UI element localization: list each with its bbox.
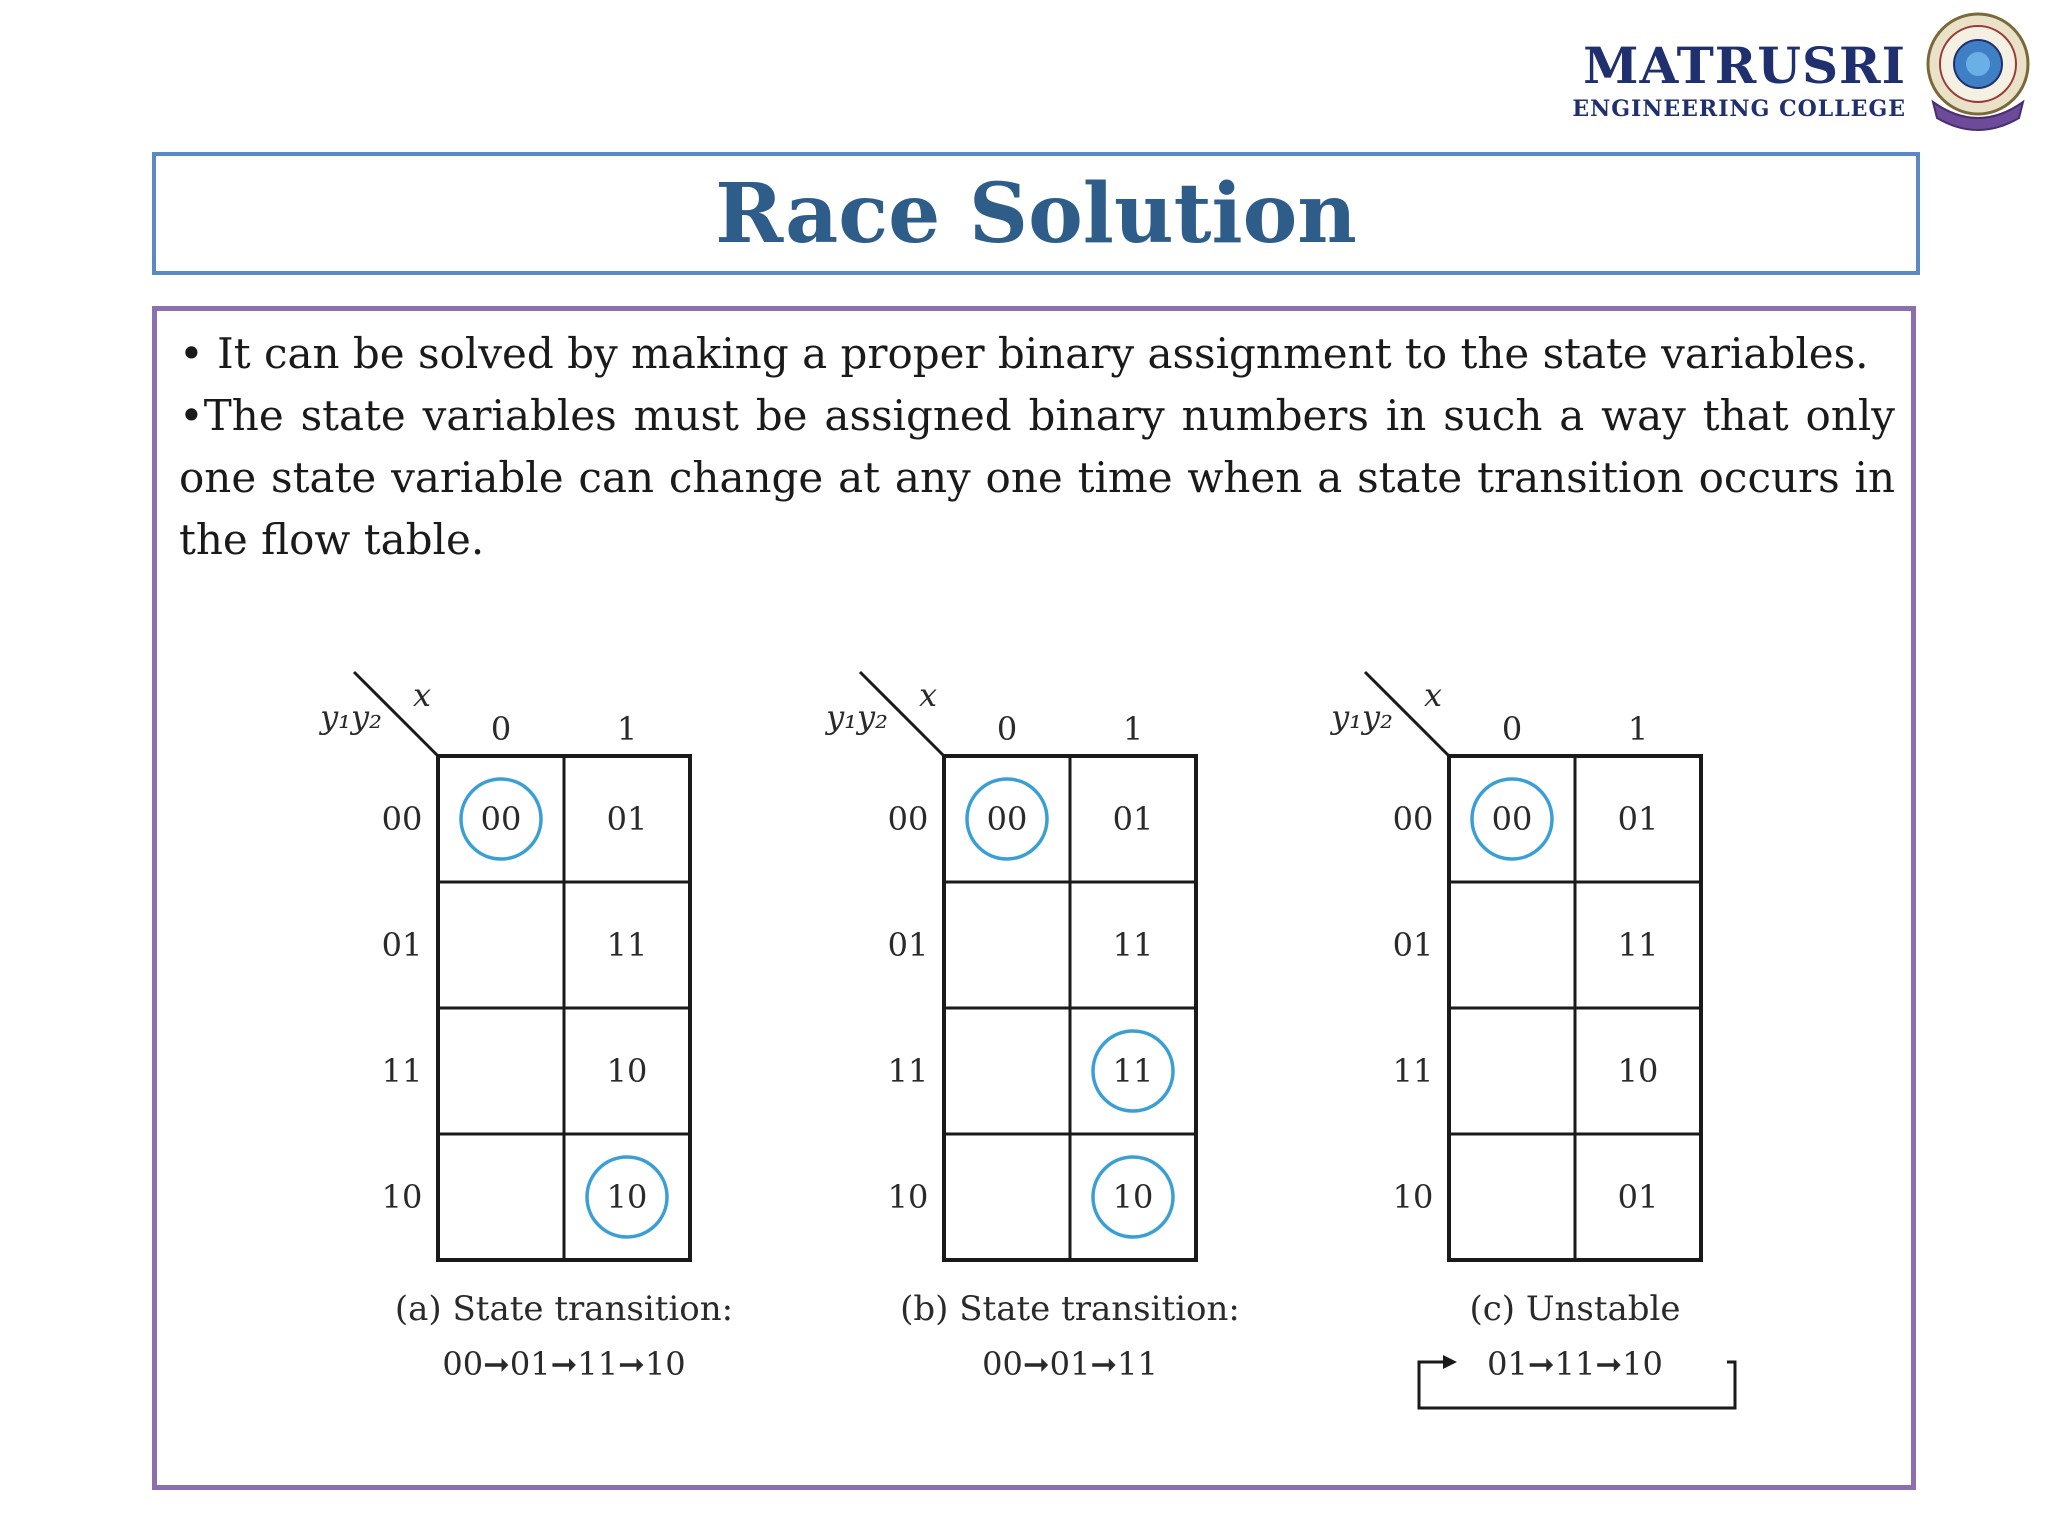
column-variable-label: x: [1423, 676, 1443, 714]
table-caption: (c) Unstable: [1469, 1289, 1681, 1329]
row-header: 00: [381, 800, 423, 838]
row-header: 01: [1392, 926, 1434, 964]
cell-value: 10: [1112, 1178, 1154, 1216]
row-header: 11: [1392, 1052, 1434, 1090]
table-cell: [944, 882, 1070, 1008]
transition-sequence: 00➞01➞11: [982, 1345, 1158, 1383]
row-header: 00: [887, 800, 929, 838]
cell-value: 10: [1617, 1052, 1659, 1090]
row-variable-label: y₁y₂: [826, 698, 888, 736]
table-cell: [438, 1008, 564, 1134]
column-header: 1: [616, 710, 638, 748]
table-cell: [944, 1134, 1070, 1260]
row-header: 00: [1392, 800, 1434, 838]
logo-subtitle: ENGINEERING COLLEGE: [1572, 96, 1906, 122]
table-cell: [1449, 882, 1575, 1008]
table-cell: [438, 1134, 564, 1260]
transition-sequence: 01➞11➞10: [1487, 1345, 1663, 1383]
cell-value: 01: [1617, 1178, 1659, 1216]
table-cell: [1449, 1008, 1575, 1134]
cell-value: 01: [1617, 800, 1659, 838]
row-header: 01: [887, 926, 929, 964]
column-header: 1: [1122, 710, 1144, 748]
column-header: 1: [1627, 710, 1649, 748]
cell-value: 00: [986, 800, 1028, 838]
column-variable-label: x: [412, 676, 432, 714]
cell-value: 00: [480, 800, 522, 838]
flow-table-b: [824, 672, 1240, 1383]
row-variable-label: y₁y₂: [1331, 698, 1393, 736]
cell-value: 11: [1617, 926, 1659, 964]
cell-value: 10: [606, 1178, 648, 1216]
slide-title: Race Solution: [715, 165, 1357, 262]
cycle-arrowhead: [1443, 1355, 1457, 1369]
table-cell: [944, 1008, 1070, 1134]
flow-table-c: [1329, 672, 1735, 1408]
row-header: 10: [887, 1178, 929, 1216]
column-variable-label: x: [918, 676, 938, 714]
cell-value: 11: [1112, 1052, 1154, 1090]
flow-table-a: [318, 672, 733, 1383]
row-header: 01: [381, 926, 423, 964]
logo-name: MATRUSRI: [1583, 36, 1906, 95]
column-header: 0: [1501, 710, 1523, 748]
row-header: 11: [887, 1052, 929, 1090]
table-caption: (b) State transition:: [900, 1289, 1240, 1329]
cell-value: 11: [1112, 926, 1154, 964]
bullet-item: •The state variables must be assigned binary numbers in such a way that only one state variable can change at any one time when a state transition occurs in the flow table.: [179, 391, 1895, 564]
row-header: 10: [381, 1178, 423, 1216]
column-header: 0: [490, 710, 512, 748]
row-variable-label: y₁y₂: [320, 698, 382, 736]
row-header: 11: [381, 1052, 423, 1090]
cell-value: 11: [606, 926, 648, 964]
cell-value: 01: [1112, 800, 1154, 838]
bullet-item: • It can be solved by making a proper binary assignment to the state variables.: [179, 329, 1869, 378]
cell-value: 10: [606, 1052, 648, 1090]
table-cell: [1449, 1134, 1575, 1260]
cell-value: 00: [1491, 800, 1533, 838]
column-header: 0: [996, 710, 1018, 748]
transition-sequence: 00➞01➞11➞10: [442, 1345, 686, 1383]
table-caption: (a) State transition:: [394, 1289, 734, 1329]
table-cell: [438, 882, 564, 1008]
cell-value: 01: [606, 800, 648, 838]
row-header: 10: [1392, 1178, 1434, 1216]
